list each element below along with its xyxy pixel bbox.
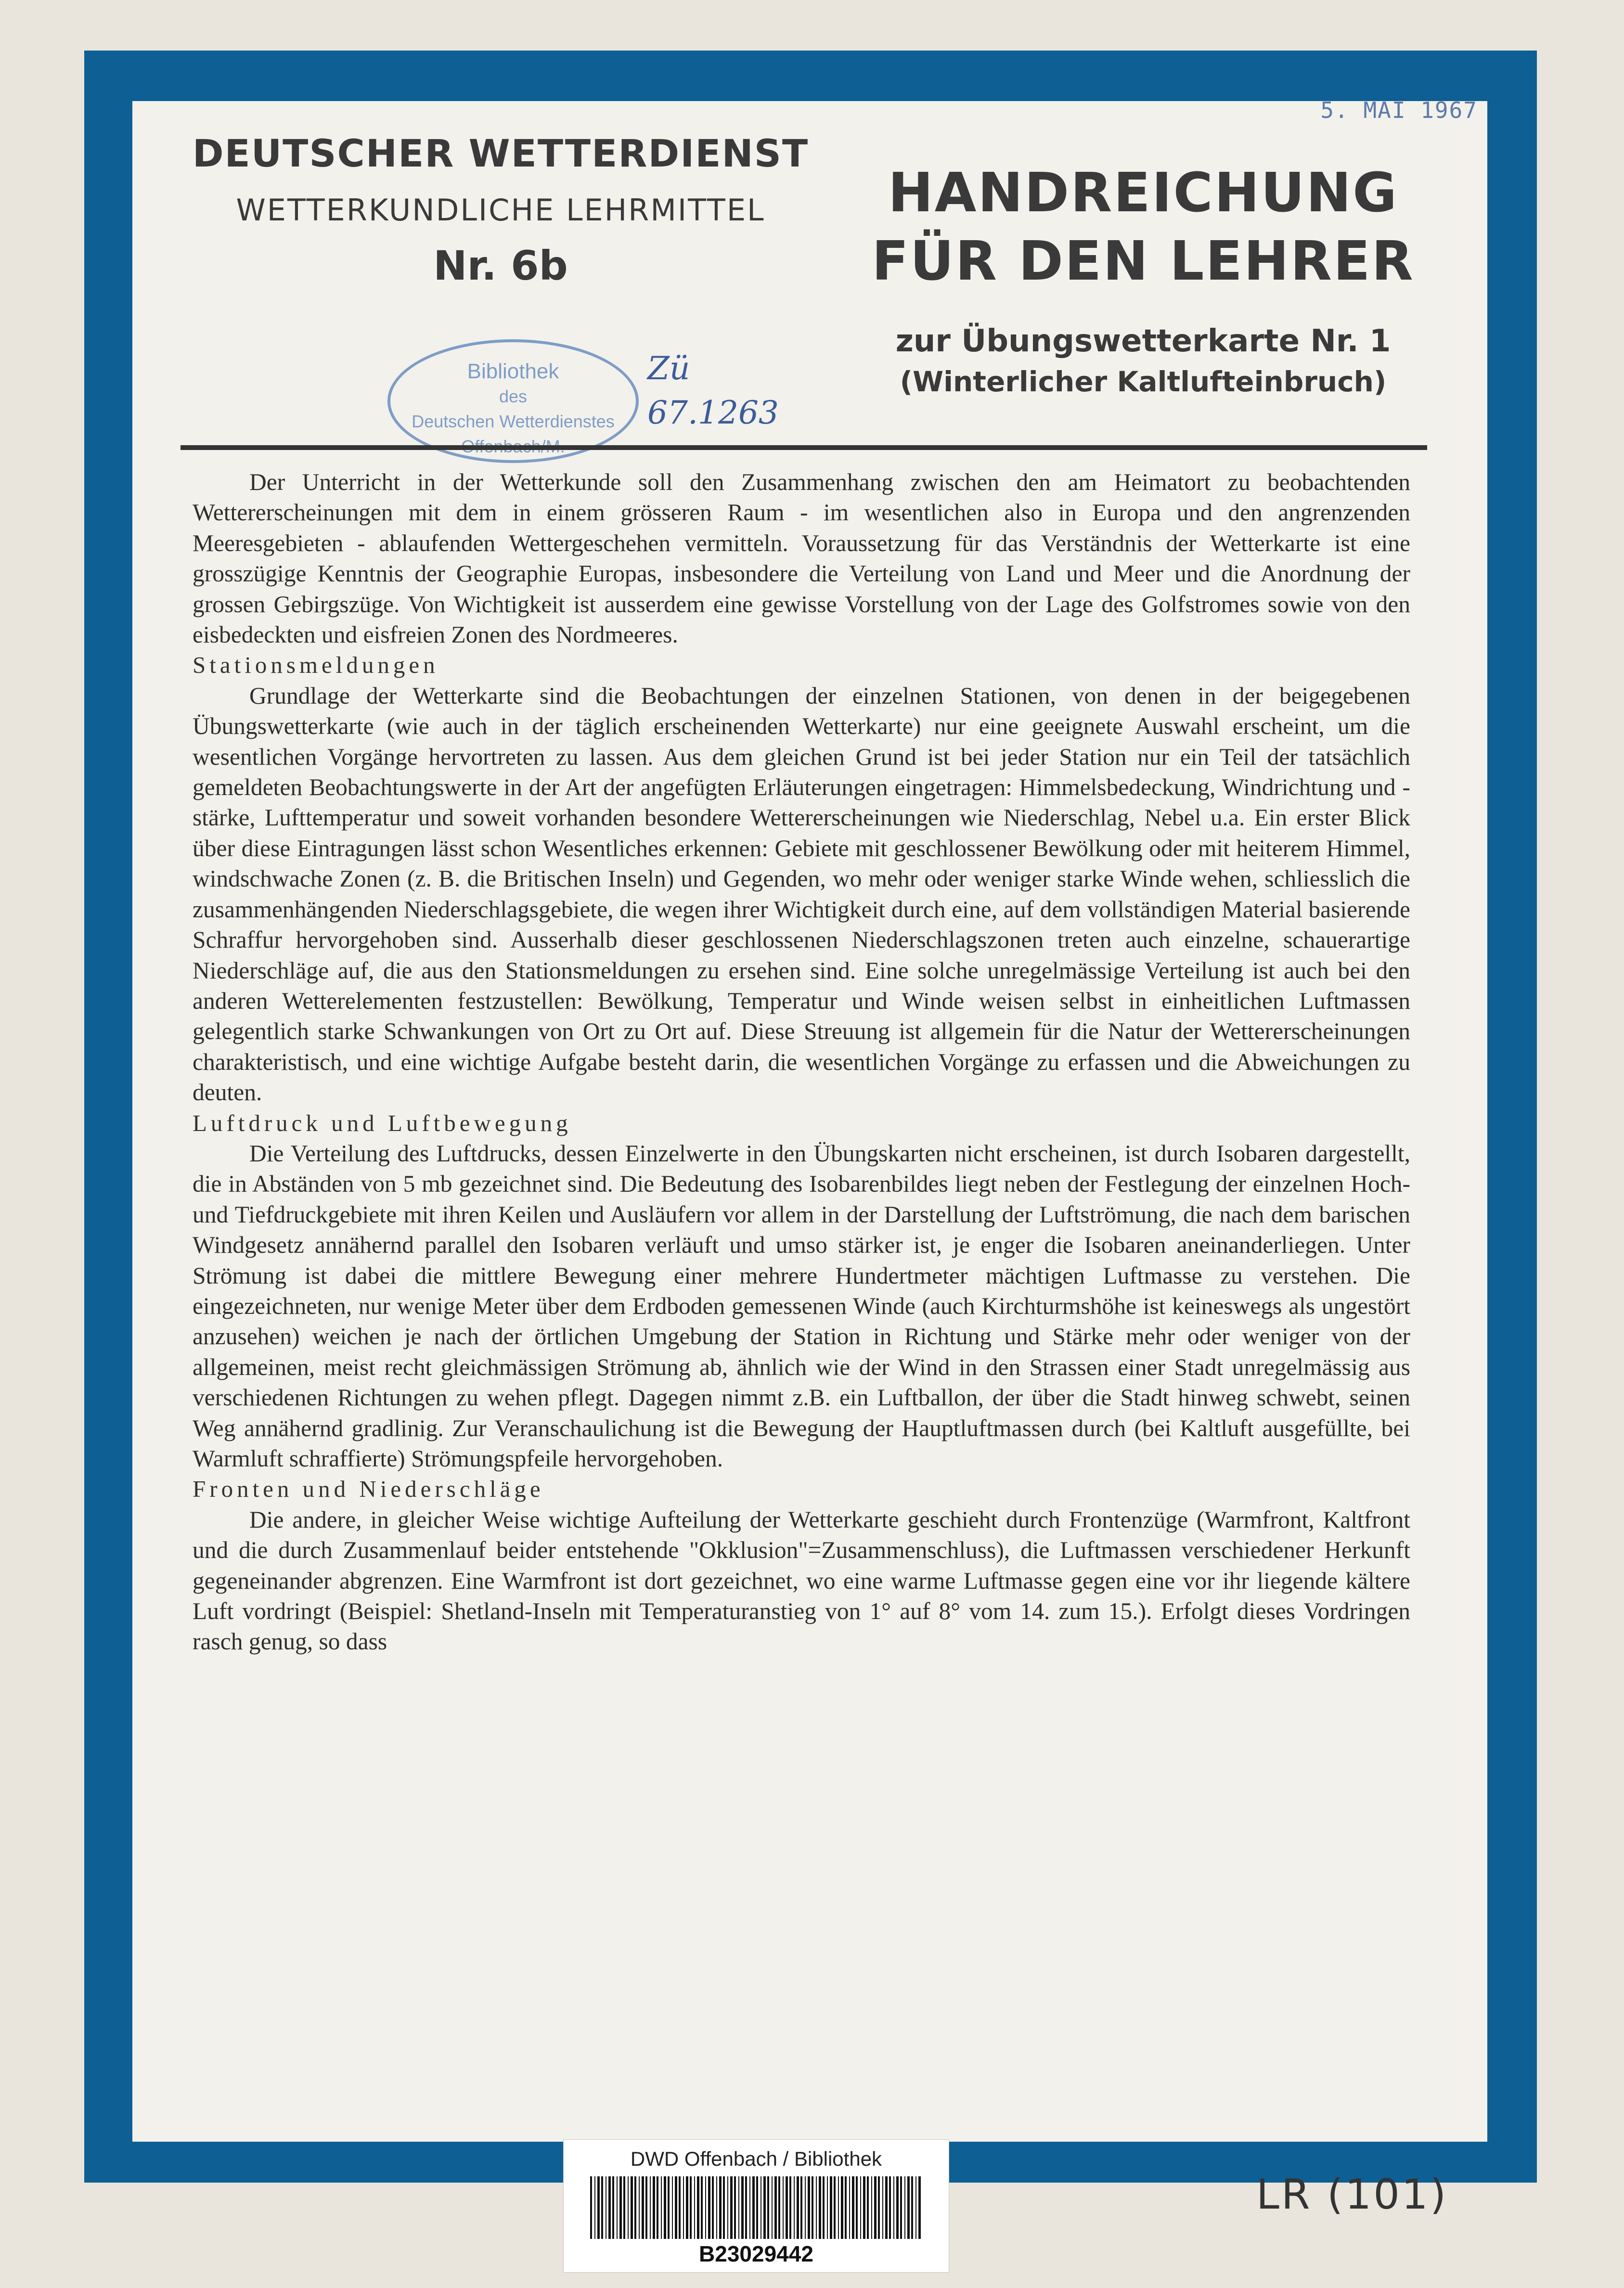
document-number: Nr. 6b [433, 242, 568, 289]
library-stamp [387, 339, 639, 463]
date-stamp: 5. MAI 1967 [1320, 101, 1478, 123]
header-rule [180, 445, 1427, 450]
subtitle: zur Übungswetterkarte Nr. 1 [895, 323, 1391, 359]
section-title-luftdruck: Luftdruck und Luftbewegung [193, 1109, 572, 1136]
handwritten-note [647, 347, 779, 435]
header-left [132, 128, 869, 294]
organization-name: DEUTSCHER WETTERDIENST [192, 132, 809, 176]
series-name: WETTERKUNDLICHE LEHRMITTEL [236, 193, 765, 228]
handwritten-line-2: 67.1263 [647, 394, 779, 431]
barcode [590, 2176, 922, 2239]
stamp-line-3: Deutschen Wetterdienstes [412, 411, 615, 431]
section-text-stationsmeldungen: Grundlage der Wetterkarte sind die Beobachtungen der einzelnen Stationen, von denen in der beigegebenen Übungswetterkarte (wie auch in der täglich erscheinenden Wetterkarte) nur eine geeignete Auswahl erscheint, um die wesentlichen Vorgänge hervortreten zu lassen. Aus dem gleichen Grund ist bei jeder Station nur ein Teil der tatsächlich gemeldeten Beobachtungswerte in der Art der angefügten Erläuterungen eingetragen: Himmelsbedeckung, Windrichtung und -stärke, Lufttemperatur und soweit vorhanden besondere Wettererscheinungen wie Niederschlag, Nebel u.a. Ein erster Blick über diese Eintragungen lässt schon Wesentliches erkennen: Gebiete mit geschlossener Bewölkung oder mit heiterem Himmel, windschwache Zonen (z. B. die Britischen Inseln) und Gegenden, wo mehr oder weniger starke Winde wehen, schliesslich die zusammenhängenden Niederschlagsgebiete, die wegen ihrer Wichtigkeit durch eine, auf dem vollständigen Material basierende Schraffur hervorgehoben sind. Ausserhalb dieser geschlossenen Niederschlagszonen treten auch einzelne, schauerartige Niederschläge auf, die aus den Stationsmeldungen zu ersehen sind. Eine solche unregelmässige Verteilung ist auch bei den anderen Wetterelementen festzustellen: Bewölkung, Temperatur und Winde weisen selbst in einheitlichen Luftmassen gelegentlich starke Schwankungen von Ort zu Ort auf. Diese Streuung ist allgemein für die Natur der Wettererscheinungen charakteristisch, und eine wichtige Aufgabe besteht darin, die wesentlichen Vorgänge zu erfassen und die Abweichungen zu deuten. [193, 682, 1410, 1106]
title-line-2: FÜR DEN LEHRER [872, 230, 1415, 293]
label-library-name: DWD Offenbach / Bibliothek [630, 2147, 882, 2170]
label-barcode-number: B23029442 [699, 2241, 813, 2266]
header-right [854, 159, 1432, 401]
subtitle-note: (Winterlicher Kaltlufteinbruch) [900, 365, 1387, 398]
stamp-line-2: des [499, 386, 528, 406]
handwritten-line-1: Zü [647, 350, 690, 387]
shelf-mark-handwritten: LR (101) [1256, 2171, 1448, 2219]
section-title-stationsmeldungen: Stationsmeldungen [193, 652, 439, 679]
stamp-line-1: Bibliothek [467, 360, 559, 383]
section-text-fronten: Die andere, in gleicher Weise wichtige Aufteilung der Wetterkarte geschieht durch Frontenzüge (Warmfront, Kaltfront und die durch Zusammenlauf beider entstehende "Okklusion"=Zusammenschluss), die Luftmassen verschiedener Herkunft gegeneinander abgrenzen. Eine Warmfront ist dort gezeichnet, wo eine warme Luftmasse gegen eine vor ihr liegende kältere Luft vordringt (Beispiel: Shetland-Inseln mit Temperaturanstieg von 1° auf 8° vom 14. zum 15.). Erfolgt dieses Vordringen rasch genug, so dass [193, 1506, 1410, 1655]
section-text-luftdruck: Die Verteilung des Luftdrucks, dessen Einzelwerte in den Übungskarten nicht erscheinen, ist durch Isobaren dargestellt, die in Abständen von 5 mb gezeichnet sind. Die Bedeutung des Isobarenbildes liegt neben der Festlegung der einzelnen Hoch- und Tiefdruckgebiete mit ihren Keilen und Ausläufern vor allem in der Darstellung der Luftströmung, die nach dem barischen Windgesetz annähernd parallel den Isobaren verläuft und umso stärker ist, je enger die Isobaren aneinanderliegen. Unter Strömung ist dabei die mittlere Bewegung einer mehrere Hundertmeter mächtigen Luftmasse zu verstehen. Die eingezeichneten, nur wenige Meter über dem Erdboden gemessenen Winde (auch Kirchturmshöhe ist keineswegs als ungestört anzusehen) weichen je nach der örtlichen Umgebung der Station in Richtung und Stärke mehr oder weniger von der allgemeinen, meist recht gleichmässigen Strömung ab, ähnlich wie der Wind in den Strassen einer Stadt unregelmässig aus verschiedenen Richtungen zu wehen pflegt. Dagegen nimmt z.B. ein Luftballon, der über die Stadt hinweg schwebt, seinen Weg annähernd gradlinig. Zur Veranschaulichung ist die Bewegung der Hauptluftmassen durch (bei Kaltluft ausgefüllte, bei Warmluft schraffierte) Strömungspfeile hervorgehoben. [193, 1140, 1410, 1472]
intro-paragraph: Der Unterricht in der Wetterkunde soll den Zusammenhang zwischen den am Heimatort zu beobachtenden Wettererscheinungen mit dem in einem grösseren Raum - im wesentlichen also in Europa und den angrenzenden Meeresgebieten - ablaufenden Wettergeschehen vermitteln. Voraussetzung für das Verständnis der Wetterkarte ist eine grosszügige Kenntnis der Geographie Europas, insbesondere die Verteilung von Land und Meer und die Anordnung der grossen Gebirgszüge. Von Wichtigkeit ist ausserdem eine gewisse Vorstellung von der Lage des Golfstromes sowie von den eisbedeckten und eisfreien Zonen des Nordmeeres. [193, 469, 1410, 648]
library-barcode-label [563, 2139, 949, 2273]
title-line-1: HANDREICHUNG [888, 162, 1399, 224]
document-page [132, 101, 1487, 2142]
document-body [193, 467, 1410, 1657]
section-title-fronten: Fronten und Niederschläge [193, 1476, 544, 1503]
